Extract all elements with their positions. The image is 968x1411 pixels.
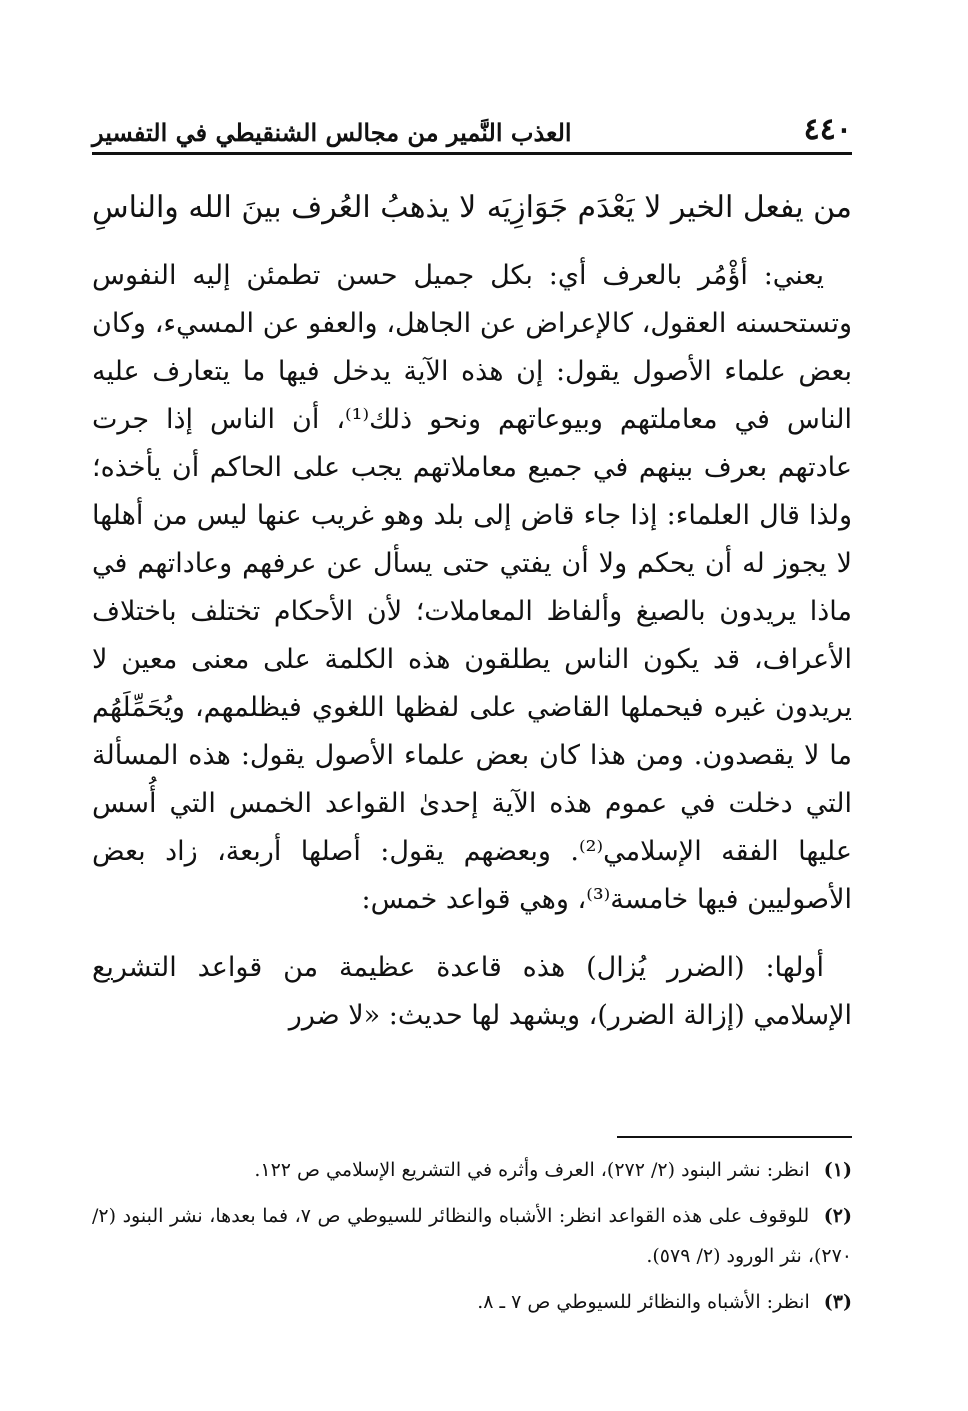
page-header — [92, 112, 852, 155]
footnote-text: انظر: نشر البنود (٢/ ٢٧٢)، العرف وأثره في التشريع الإسلامي ص ١٢٢. — [254, 1159, 810, 1181]
running-title: العذب النَّمير من مجالس الشنقيطي في التفسير — [92, 118, 572, 147]
footnote-divider — [617, 1136, 852, 1138]
footnote-text: انظر: الأشباه والنظائر للسيوطي ص ٧ ـ ٨. — [477, 1291, 810, 1313]
main-text — [92, 252, 852, 1040]
footnote-number: (٣) — [823, 1291, 852, 1313]
footnote-number: (١) — [823, 1159, 852, 1181]
footnote — [92, 1150, 852, 1190]
paragraph: أولها: (الضرر يُزال) هذه قاعدة عظيمة من قواعد التشريع الإسلامي (إزالة الضرر)، ويشهد لها حديث: «لا ضرر — [92, 952, 852, 1031]
verse-first-hemistich: من يفعل الخير لا يَعْدَم جَوَازِيَه — [486, 190, 852, 225]
footnotes — [92, 1150, 852, 1328]
footnote-number: (٢) — [823, 1205, 852, 1227]
poetry-verse — [92, 190, 852, 236]
footnote — [92, 1282, 852, 1322]
page-number: ٤٤٠ — [803, 112, 852, 147]
footnote — [92, 1196, 852, 1276]
verse-second-hemistich: لا يذهبُ العُرف بينَ الله والناسِ — [92, 190, 477, 225]
footnote-text: للوقوف على هذه القواعد انظر: الأشباه والنظائر للسيوطي ص ٧، فما بعدها، نشر البنود (٢/ ٢٧٠)، نثر الورود (٢/ ٥٧٩). — [92, 1205, 852, 1267]
paragraph: يعني: أؤْمُر بالعرف أي: بكل جميل حسن تطمئن إليه النفوس وتستحسنه العقول، كالإعراض عن الجاهل، والعفو عن المسيء، وكان بعض علماء الأصول يقول: إن هذه الآية يدخل فيها ما يتعارف عليه الناس في معاملتهم وبيوعاتهم ونحو ذلك⁽¹⁾، أن الناس إذا جرت عادتهم بعرف بينهم في جميع معاملاتهم يجب على الحاكم أن يأخذه؛ ولذا قال العلماء: إذا جاء قاض إلى بلد وهو غريب عنها ليس من أهلها لا يجوز له أن يحكم ولا أن يفتي حتى يسأل عن عرفهم وعاداتهم في ماذا يريدون بالصيغ وألفاظ المعاملات؛ لأن الأحكام تختلف باختلاف الأعراف، قد يكون الناس يطلقون هذه الكلمة على معنى معين لا يريدون غيره فيحملها القاضي على لفظها اللغوي فيظلمهم، ويُحَمِّلَهُم ما لا يقصدون. ومن هذا كان بعض علماء الأصول يقول: هذه المسألة التي دخلت في عموم هذه الآية إحدىٰ القواعد الخمس التي أُسس عليها الفقه الإسلامي⁽²⁾. وبعضهم يقول: أصلها أربعة، زاد بعض الأصوليين فيها خامسة⁽³⁾، وهي قواعد خمس: — [92, 260, 852, 915]
